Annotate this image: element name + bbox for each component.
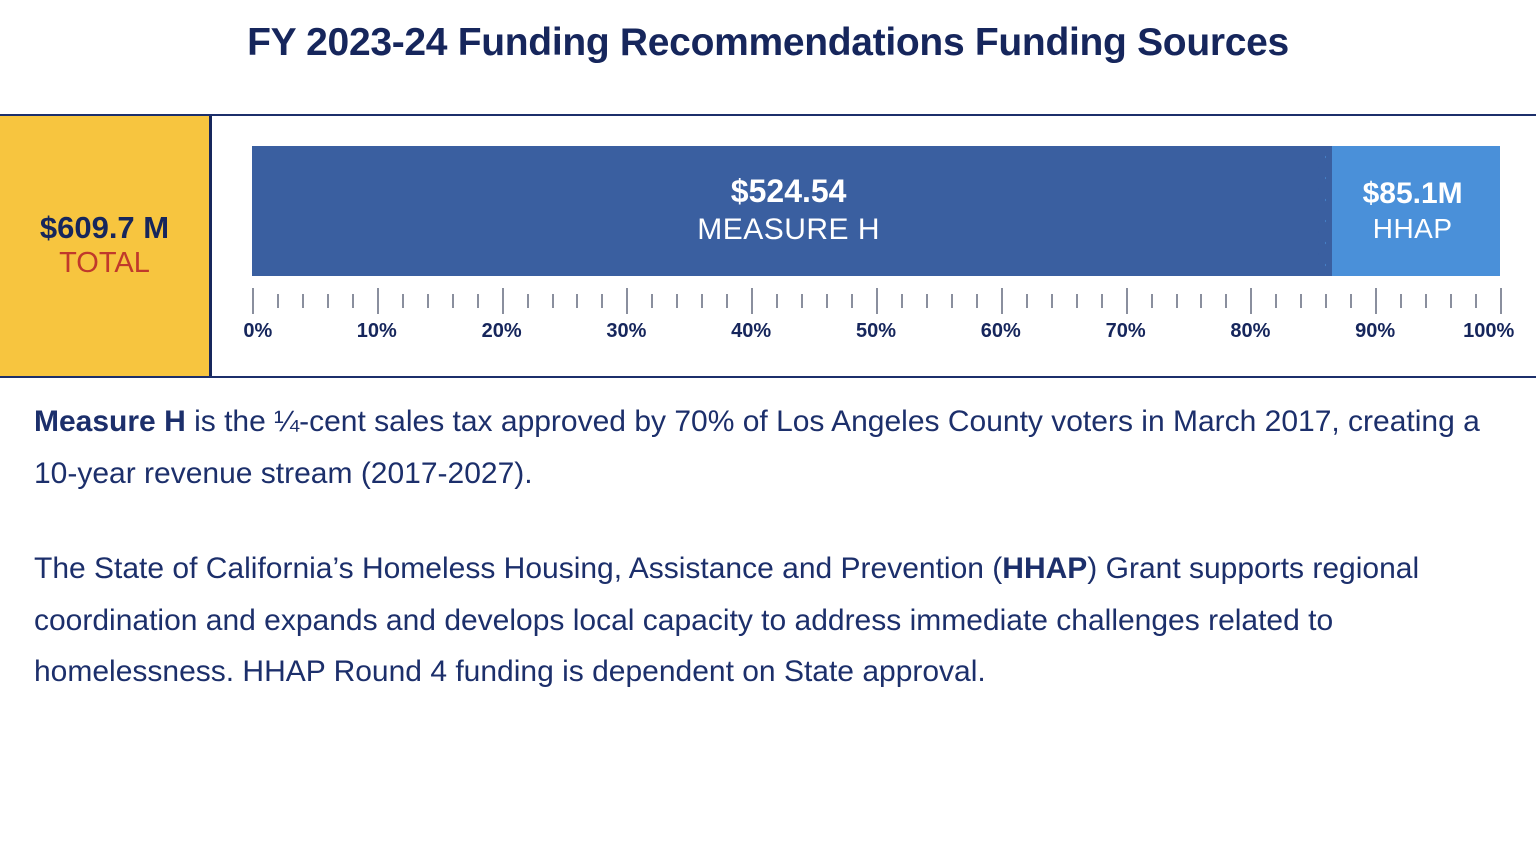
axis-tick-major — [1500, 288, 1502, 314]
axis-tick-minor — [1076, 294, 1078, 308]
axis-tick-minor — [427, 294, 429, 308]
axis-tick-minor — [1300, 294, 1302, 308]
bar-segment-measure-h — [252, 146, 1325, 276]
axis-tick-minor — [1225, 294, 1227, 308]
paragraph-measure-h — [34, 396, 1496, 499]
axis-tick-minor — [951, 294, 953, 308]
hhap-description-part1: The State of California’s Homeless Housing, Assistance and Prevention ( — [34, 552, 1003, 586]
hhap-term: HHAP — [1002, 552, 1088, 586]
measure-h-term: Measure H — [34, 405, 186, 438]
chart-area — [212, 116, 1536, 376]
axis-tick-minor — [1151, 294, 1153, 308]
segment-label-measure-h: MEASURE H — [697, 212, 881, 246]
axis-tick-label: 70% — [1105, 320, 1146, 342]
axis-tick-minor — [601, 294, 603, 308]
axis-tick-major — [377, 288, 379, 314]
axis-tick-minor — [1275, 294, 1277, 308]
axis-tick-minor — [801, 294, 803, 308]
axis-tick-minor — [552, 294, 554, 308]
axis-tick-minor — [277, 294, 279, 308]
axis-tick-label: 100% — [1463, 320, 1515, 342]
axis-tick-major — [1001, 288, 1003, 314]
measure-h-description: is the ¼-cent sales tax approved by 70% of Los Angeles County voters in March 2017, creating a 10-year revenue stream (2017-2027). — [34, 405, 1480, 490]
axis-tick-label: 0% — [243, 320, 273, 342]
axis-tick-label: 40% — [731, 320, 772, 342]
axis-tick-minor — [302, 294, 304, 308]
bar-segment-hhap — [1325, 146, 1500, 276]
axis-tick-major — [626, 288, 628, 314]
funding-chart — [0, 114, 1536, 378]
zigzag-divider-icon — [1318, 146, 1332, 276]
axis-tick-major — [876, 288, 878, 314]
axis-tick-major — [1375, 288, 1377, 314]
axis-tick-minor — [477, 294, 479, 308]
axis-tick-minor — [1051, 294, 1053, 308]
axis-tick-minor — [1200, 294, 1202, 308]
axis-tick-minor — [976, 294, 978, 308]
axis-tick-minor — [1425, 294, 1427, 308]
axis-tick-minor — [901, 294, 903, 308]
axis-tick-minor — [1101, 294, 1103, 308]
axis-tick-major — [1250, 288, 1252, 314]
axis-tick-major — [502, 288, 504, 314]
axis-tick-minor — [651, 294, 653, 308]
axis-tick-minor — [1475, 294, 1477, 308]
axis-tick-minor — [1450, 294, 1452, 308]
axis-tick-minor — [701, 294, 703, 308]
axis-tick-label: 80% — [1230, 320, 1271, 342]
stacked-bar — [252, 146, 1500, 276]
axis-tick-minor — [1400, 294, 1402, 308]
total-box — [0, 116, 212, 376]
total-label: TOTAL — [59, 247, 150, 280]
axis-tick-minor — [527, 294, 529, 308]
axis-tick-major — [252, 288, 254, 314]
axis-tick-major — [751, 288, 753, 314]
axis-tick-label: 30% — [606, 320, 647, 342]
axis-tick-minor — [1176, 294, 1178, 308]
page-title: FY 2023-24 Funding Recommendations Funding Sources — [247, 21, 1289, 64]
hhap-description-part2: ) Grant supports regional coordination and expands and develops local capacity to address immediate challenges related to homelessness. HHAP Round 4 funding is dependent on State approval. — [34, 552, 1420, 689]
paragraph-hhap — [34, 543, 1496, 698]
axis-tick-minor — [327, 294, 329, 308]
axis-tick-minor — [851, 294, 853, 308]
axis-tick-minor — [676, 294, 678, 308]
axis-tick-minor — [1026, 294, 1028, 308]
axis-tick-minor — [1325, 294, 1327, 308]
axis-tick-label: 90% — [1355, 320, 1396, 342]
axis-tick-minor — [926, 294, 928, 308]
axis-tick-label: 10% — [356, 320, 397, 342]
axis-tick-minor — [576, 294, 578, 308]
body-text — [34, 396, 1496, 698]
axis-tick-label: 20% — [481, 320, 522, 342]
axis-tick-minor — [826, 294, 828, 308]
x-axis — [243, 288, 1515, 358]
axis-tick-minor — [352, 294, 354, 308]
axis-tick-major — [1126, 288, 1128, 314]
axis-ticks — [252, 288, 1500, 314]
axis-tick-labels — [243, 320, 1515, 350]
axis-tick-minor — [1350, 294, 1352, 308]
segment-value-measure-h: $524.54 — [730, 173, 847, 210]
total-amount: $609.7 M — [39, 210, 170, 246]
axis-tick-minor — [402, 294, 404, 308]
axis-tick-minor — [776, 294, 778, 308]
axis-tick-label: 60% — [980, 320, 1021, 342]
axis-tick-minor — [726, 294, 728, 308]
axis-tick-minor — [452, 294, 454, 308]
axis-tick-label: 50% — [855, 320, 897, 342]
segment-label-hhap: HHAP — [1372, 212, 1453, 244]
segment-value-hhap: $85.1M — [1362, 176, 1463, 210]
